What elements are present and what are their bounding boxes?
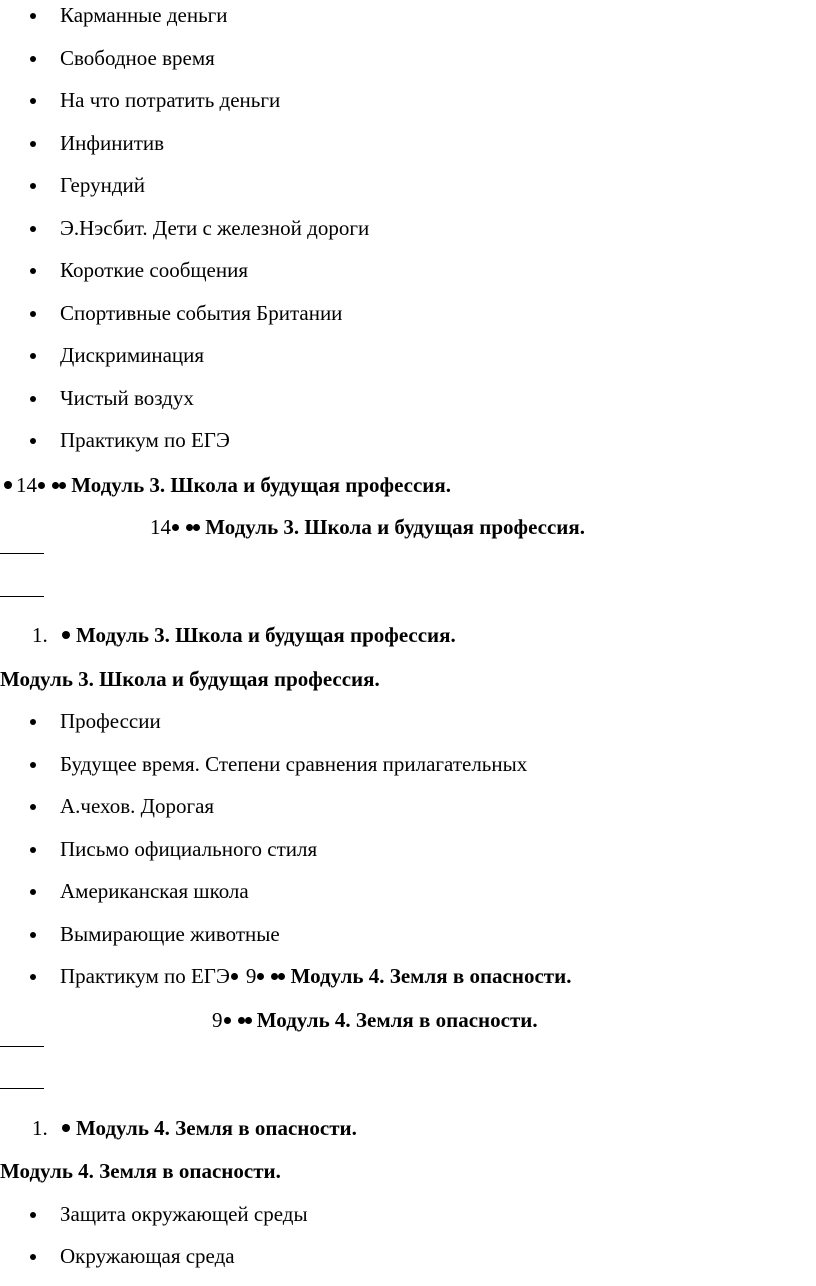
module3-line: [4, 472, 451, 498]
list-item: [30, 2, 228, 28]
list-item-text: Дискриминация: [60, 343, 205, 367]
list-item-text: Э.Нэсбит. Дети с железной дороги: [60, 216, 370, 240]
bullet-icon: [231, 973, 238, 980]
list-item: [30, 45, 215, 71]
list-item-text: Свободное время: [60, 46, 215, 70]
bullet-icon: [52, 482, 59, 489]
bullet-icon: [30, 889, 36, 895]
bullet-icon: [30, 932, 36, 938]
bullet-icon: [30, 268, 36, 274]
list-item: [30, 342, 204, 368]
module3-title: Модуль 3. Школа и будущая профессия.: [76, 623, 456, 647]
module3-heading: Модуль 3. Школа и будущая профессия.: [0, 667, 380, 691]
bullet-icon: [172, 524, 179, 531]
module3-number: 14: [16, 473, 37, 497]
bullet-icon: [30, 183, 36, 189]
list-item-text: А.чехов. Дорогая: [60, 794, 215, 818]
list-number: 1.: [32, 1116, 48, 1140]
list-item-text: Письмо официального стиля: [60, 837, 318, 861]
list-number: 1.: [32, 623, 48, 647]
divider: [0, 553, 44, 554]
list-item: [30, 385, 194, 411]
module3-numbered-item: [32, 622, 456, 648]
module3-title: Модуль 3. Школа и будущая профессия.: [205, 515, 585, 539]
list-item-text: Окружающая среда: [60, 1244, 235, 1268]
list-item-text: Спортивные события Британии: [60, 301, 343, 325]
bullet-icon: [238, 1017, 245, 1024]
bullet-icon: [30, 804, 36, 810]
bullet-icon: [30, 974, 36, 980]
bullet-icon: [4, 481, 12, 489]
list-item: [30, 87, 280, 113]
list-item: [30, 878, 249, 904]
list-item: [30, 257, 248, 283]
bullet-icon: [30, 13, 36, 19]
list-item-text: Чистый воздух: [60, 386, 194, 410]
module4-number: 9: [245, 964, 257, 988]
bullet-icon: [30, 847, 36, 853]
module4-title: Модуль 4. Земля в опасности.: [256, 1008, 538, 1032]
bullet-icon: [245, 1017, 252, 1024]
bullet-icon: [257, 973, 264, 980]
list-item-text: Карманные деньги: [60, 3, 228, 27]
list-item: [30, 427, 230, 453]
module3-centered-line: [150, 514, 585, 540]
list-item-text: Американская школа: [60, 879, 249, 903]
module4-heading: Модуль 4. Земля в опасности.: [0, 1159, 281, 1183]
list-item: [30, 215, 369, 241]
list-item-text: Короткие сообщения: [60, 258, 249, 282]
bullet-icon: [30, 438, 36, 444]
bullet-icon: [30, 1254, 36, 1260]
bullet-icon: [186, 524, 193, 531]
bullet-icon: [30, 56, 36, 62]
list-item: [30, 1201, 308, 1227]
list-item-text: На что потратить деньги: [60, 88, 281, 112]
list-item-text: Инфинитив: [60, 131, 165, 155]
module4-numbered-item: [32, 1115, 357, 1141]
bullet-icon: [30, 396, 36, 402]
list-item: [30, 130, 164, 156]
divider: [0, 596, 44, 597]
bullet-icon: [224, 1017, 231, 1024]
list-item: [30, 708, 161, 734]
list-item: [30, 751, 527, 777]
bullet-icon: [193, 524, 200, 531]
bullet-icon: [30, 353, 36, 359]
module3-title: Модуль 3. Школа и будущая профессия.: [71, 473, 451, 497]
divider: [0, 1046, 44, 1047]
list-item-text: Защита окружающей среды: [60, 1202, 308, 1226]
module4-title: Модуль 4. Земля в опасности.: [76, 1116, 357, 1140]
list-item-text: Вымирающие животные: [60, 922, 280, 946]
bullet-icon: [30, 719, 36, 725]
list-item: [30, 172, 145, 198]
bullet-icon: [278, 973, 285, 980]
list-item-text: Будущее время. Степени сравнения прилагательных: [60, 752, 528, 776]
module4-title: Модуль 4. Земля в опасности.: [290, 964, 572, 988]
list-item: [30, 300, 342, 326]
bullet-icon: [30, 1212, 36, 1218]
bullet-icon: [30, 98, 36, 104]
list-item: [30, 963, 571, 989]
bullet-icon: [30, 311, 36, 317]
bullet-icon: [59, 482, 66, 489]
list-item: [30, 1243, 235, 1269]
bullet-icon: [30, 762, 36, 768]
bullet-icon: [30, 226, 36, 232]
list-item-text: Герундий: [60, 173, 145, 197]
module4-number: 9: [212, 1008, 223, 1032]
list-item-text: Профессии: [60, 709, 161, 733]
list-item: [30, 793, 214, 819]
list-item: [30, 836, 317, 862]
bullet-icon: [38, 482, 45, 489]
module4-centered-line: [212, 1007, 538, 1033]
list-item: [30, 921, 280, 947]
list-item-text: Практикум по ЕГЭ: [60, 964, 230, 988]
module3-number: 14: [150, 515, 171, 539]
bullet-icon: [271, 973, 278, 980]
bullet-icon: [30, 141, 36, 147]
divider: [0, 1088, 44, 1089]
list-item-text: Практикум по ЕГЭ: [60, 428, 230, 452]
